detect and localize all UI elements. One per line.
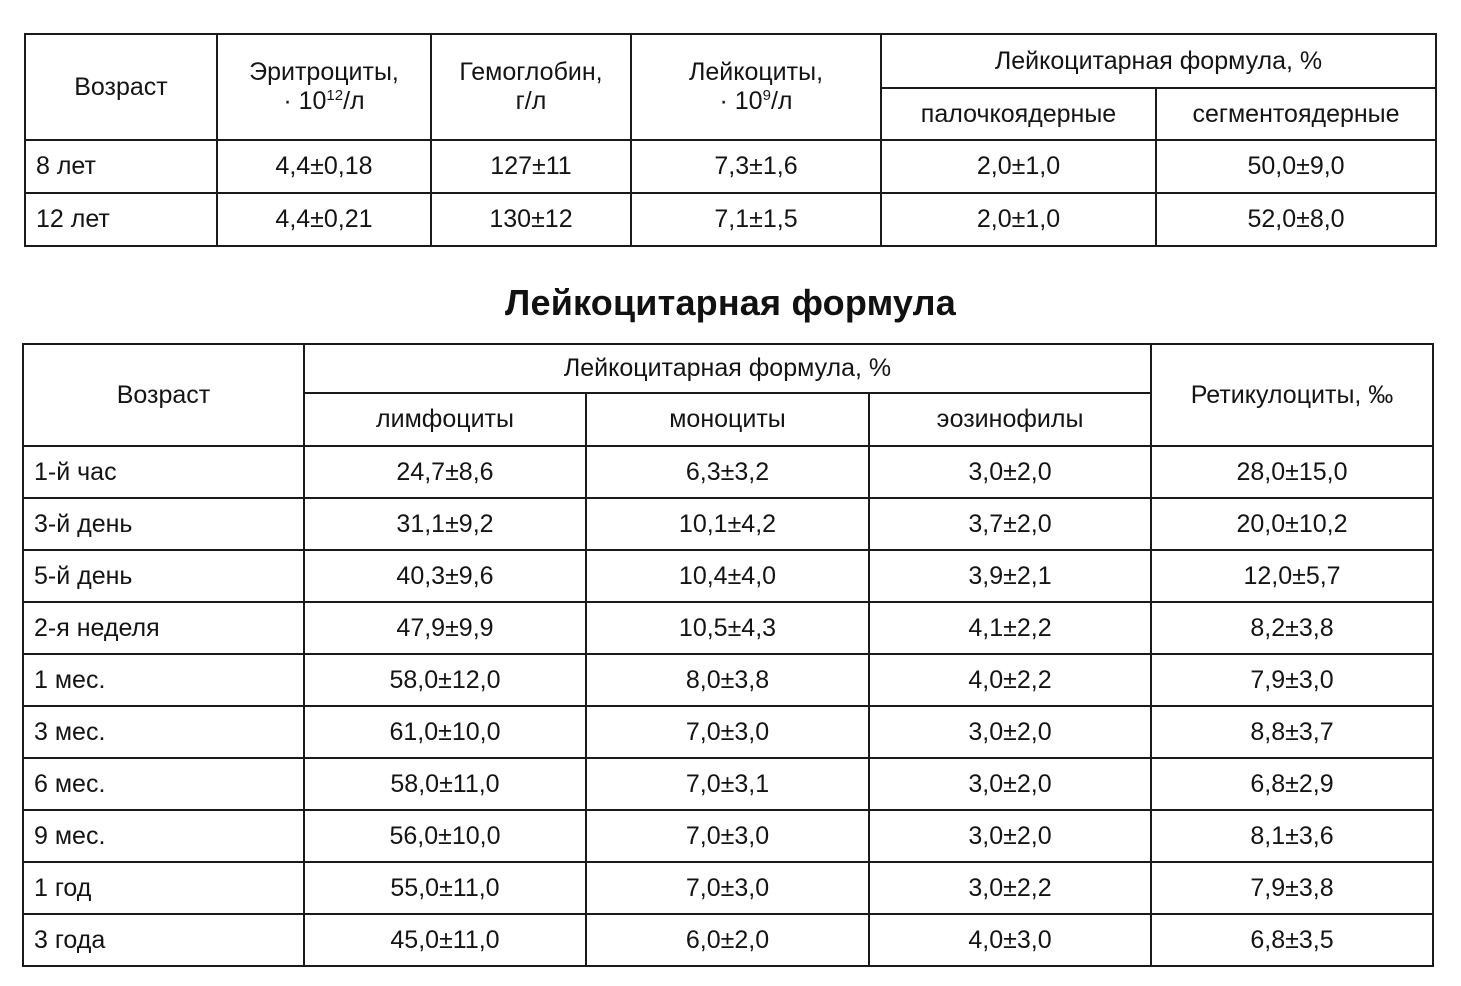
cell-hemoglobin: 130±12: [431, 193, 631, 246]
cell-reticulocytes: 6,8±3,5: [1151, 914, 1433, 966]
erythrocytes-unit: · $10^{12}/л$: [283, 87, 365, 115]
cell-reticulocytes: 7,9±3,0: [1151, 654, 1433, 706]
cell-age: 5-й день: [23, 550, 304, 602]
leukocytes-label: Лейкоциты,: [688, 58, 824, 87]
leukocytes-unit: · $10^9/л$: [719, 87, 793, 115]
table1-header-segmented: сегментоядерные: [1156, 88, 1436, 140]
cell-lymphocytes: 31,1±9,2: [304, 498, 586, 550]
table2-header-row-1: [23, 344, 1433, 393]
table1-header-hemoglobin: [431, 34, 631, 140]
cell-band: 2,0±1,0: [881, 193, 1156, 246]
cell-lymphocytes: 24,7±8,6: [304, 446, 586, 498]
blood-counts-table: [24, 33, 1437, 247]
cell-erythrocytes: 4,4±0,18: [217, 140, 431, 193]
cell-reticulocytes: 20,0±10,2: [1151, 498, 1433, 550]
table2-header-leukocyte-formula: Лейкоцитарная формула, %: [304, 344, 1151, 393]
table-row: [23, 758, 1433, 810]
cell-segmented: 52,0±8,0: [1156, 193, 1436, 246]
table1-header-leukocyte-formula: Лейкоцитарная формула, %: [881, 34, 1436, 88]
table-row: [23, 914, 1433, 966]
cell-lymphocytes: 58,0±12,0: [304, 654, 586, 706]
cell-monocytes: 7,0±3,1: [586, 758, 869, 810]
hemoglobin-label: Гемоглобин,: [459, 58, 603, 87]
cell-monocytes: 6,0±2,0: [586, 914, 869, 966]
cell-eosinophils: 3,0±2,0: [869, 810, 1151, 862]
cell-age: 3 мес.: [23, 706, 304, 758]
cell-monocytes: 7,0±3,0: [586, 706, 869, 758]
cell-eosinophils: 3,0±2,0: [869, 758, 1151, 810]
cell-lymphocytes: 56,0±10,0: [304, 810, 586, 862]
table1-header-erythrocytes: [217, 34, 431, 140]
table-row: [23, 706, 1433, 758]
cell-reticulocytes: 28,0±15,0: [1151, 446, 1433, 498]
cell-monocytes: 10,5±4,3: [586, 602, 869, 654]
cell-lymphocytes: 61,0±10,0: [304, 706, 586, 758]
cell-age: 12 лет: [25, 193, 217, 246]
table-row: [23, 498, 1433, 550]
cell-segmented: 50,0±9,0: [1156, 140, 1436, 193]
cell-age: 6 мес.: [23, 758, 304, 810]
cell-band: 2,0±1,0: [881, 140, 1156, 193]
cell-monocytes: 7,0±3,0: [586, 862, 869, 914]
cell-reticulocytes: 7,9±3,8: [1151, 862, 1433, 914]
cell-eosinophils: 4,1±2,2: [869, 602, 1151, 654]
table-row: [23, 446, 1433, 498]
cell-age: 1 мес.: [23, 654, 304, 706]
table-row: [23, 602, 1433, 654]
cell-leukocytes: 7,1±1,5: [631, 193, 881, 246]
table1-header-age: Возраст: [25, 34, 217, 140]
table-row: [23, 654, 1433, 706]
cell-age: 8 лет: [25, 140, 217, 193]
cell-age: 3-й день: [23, 498, 304, 550]
cell-hemoglobin: 127±11: [431, 140, 631, 193]
cell-lymphocytes: 55,0±11,0: [304, 862, 586, 914]
table2-header-monocytes: моноциты: [586, 393, 869, 446]
table2-header-lymphocytes: лимфоциты: [304, 393, 586, 446]
leukocyte-formula-table: [22, 343, 1434, 967]
cell-age: 1-й час: [23, 446, 304, 498]
cell-monocytes: 6,3±3,2: [586, 446, 869, 498]
table-row: [23, 862, 1433, 914]
cell-monocytes: 7,0±3,0: [586, 810, 869, 862]
cell-reticulocytes: 6,8±2,9: [1151, 758, 1433, 810]
cell-leukocytes: 7,3±1,6: [631, 140, 881, 193]
hemoglobin-unit: г/л: [515, 87, 547, 115]
table1-header-row-1: [25, 34, 1436, 88]
table1-header-band: палочкоядерные: [881, 88, 1156, 140]
cell-monocytes: 8,0±3,8: [586, 654, 869, 706]
cell-age: 9 мес.: [23, 810, 304, 862]
cell-age: 1 год: [23, 862, 304, 914]
table2-header-age: Возраст: [23, 344, 304, 446]
cell-age: 2-я неделя: [23, 602, 304, 654]
cell-eosinophils: 3,0±2,0: [869, 446, 1151, 498]
cell-eosinophils: 3,7±2,0: [869, 498, 1151, 550]
cell-erythrocytes: 4,4±0,21: [217, 193, 431, 246]
cell-eosinophils: 3,0±2,2: [869, 862, 1151, 914]
table2-header-eosinophils: эозинофилы: [869, 393, 1151, 446]
table-row: [25, 193, 1436, 246]
cell-reticulocytes: 12,0±5,7: [1151, 550, 1433, 602]
cell-lymphocytes: 45,0±11,0: [304, 914, 586, 966]
table1-header-leukocytes: [631, 34, 881, 140]
table-row: [23, 550, 1433, 602]
cell-eosinophils: 4,0±3,0: [869, 914, 1151, 966]
cell-reticulocytes: 8,8±3,7: [1151, 706, 1433, 758]
cell-monocytes: 10,1±4,2: [586, 498, 869, 550]
cell-lymphocytes: 58,0±11,0: [304, 758, 586, 810]
erythrocytes-label: Эритроциты,: [249, 58, 399, 87]
section-title: Лейкоцитарная формула: [505, 282, 956, 323]
cell-reticulocytes: 8,2±3,8: [1151, 602, 1433, 654]
table-row: [23, 810, 1433, 862]
cell-lymphocytes: 40,3±9,6: [304, 550, 586, 602]
cell-lymphocytes: 47,9±9,9: [304, 602, 586, 654]
cell-reticulocytes: 8,1±3,6: [1151, 810, 1433, 862]
table2-header-reticulocytes: Ретикулоциты, ‰: [1151, 344, 1433, 446]
table-row: [25, 140, 1436, 193]
cell-eosinophils: 3,9±2,1: [869, 550, 1151, 602]
cell-eosinophils: 4,0±2,2: [869, 654, 1151, 706]
cell-eosinophils: 3,0±2,0: [869, 706, 1151, 758]
cell-age: 3 года: [23, 914, 304, 966]
cell-monocytes: 10,4±4,0: [586, 550, 869, 602]
